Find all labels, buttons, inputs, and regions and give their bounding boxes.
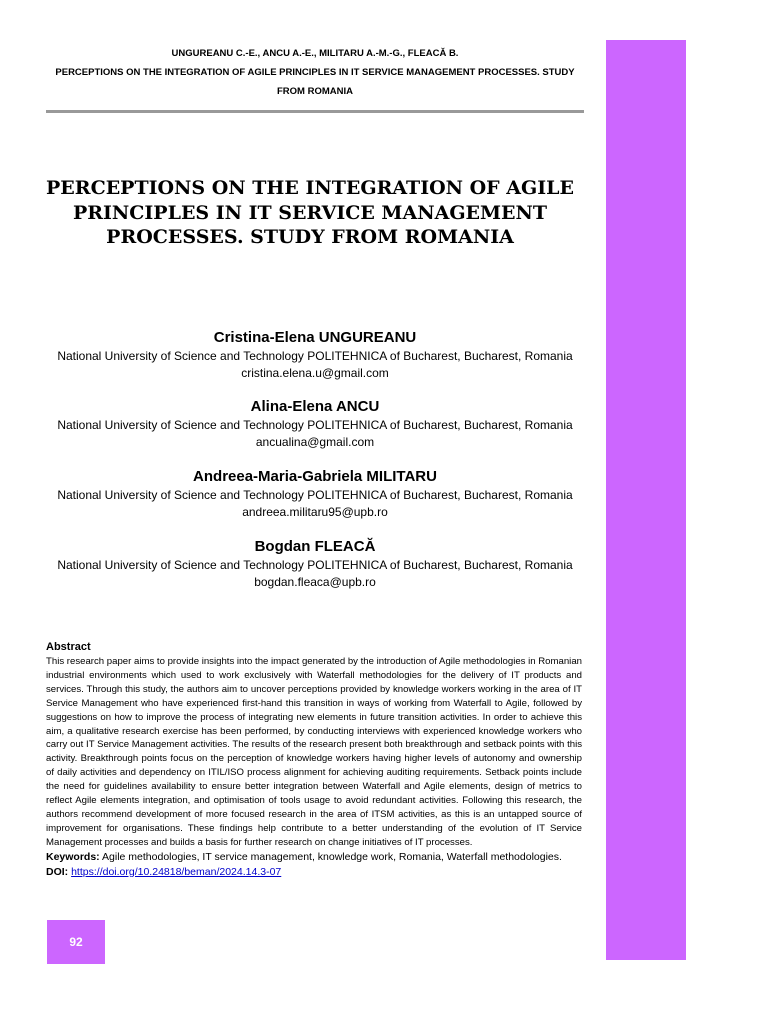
author-block [46,467,584,521]
author-name: Alina-Elena ANCU [250,398,380,415]
page-number: 92 [47,920,105,964]
author-block [46,328,584,382]
running-header-authors: UNGUREANU C.-E., ANCU A.-E., MILITARU A.-M.-G., FLEACĂ B. [171,48,459,59]
running-header [46,44,584,101]
keywords-line [46,850,582,865]
author-affiliation: National University of Science and Technology POLITEHNICA of Bucharest, Bucharest, Romania [57,418,573,432]
abstract-section [46,640,582,880]
paper-title: PERCEPTIONS ON THE INTEGRATION OF AGILE PRINCIPLES IN IT SERVICE MANAGEMENT PROCESSES. STUDY FROM ROMANIA [46,177,574,249]
author-name: Bogdan FLEACĂ [254,538,376,555]
author-block [46,397,584,451]
author-affiliation: National University of Science and Technology POLITEHNICA of Bucharest, Bucharest, Romania [57,488,573,502]
doi-link[interactable]: https://doi.org/10.24818/beman/2024.14.3-07 [71,865,282,878]
header-divider [46,110,584,113]
author-name: Cristina-Elena UNGUREANU [213,329,417,346]
abstract-heading: Abstract [46,641,91,653]
author-name: Andreea-Maria-Gabriela MILITARU [193,468,437,485]
doi-label: DOI: [46,865,69,878]
doi-line [46,865,582,880]
side-color-bar [606,40,686,960]
author-email: ancualina@gmail.com [255,435,375,449]
author-affiliation: National University of Science and Technology POLITEHNICA of Bucharest, Bucharest, Romania [57,349,573,363]
abstract-text: This research paper aims to provide insights into the impact generated by the introduction of Agile methodologies in Romanian industrial environments which used to work exclusively with Waterfall methodologies for the delivery of IT products and services. Through this study, the authors aim to uncover perceptions provided by knowledge workers working in the area of IT Service Management who have experienced first-hand this transition in ways of working from Waterfall to Agile, followed by suggestions on how to improve the process of integrating new elements in future transition activities. In order to achieve this aim, a qualitative research exercise has been performed, by conducting interviews with experienced knowledge workers who carry out IT Service Management activities. The results of the research present both breakthrough and setback points with this activity. Breakthrough points focus on the perception of knowledge workers having higher levels of autonomy and ownership of daily activities and dependency on ITIL/ISO process alignment for achieving auditing requirements. Setback points include the need for guidelines availability to ensure better integration between Waterfall and Agile elements, design of metrics to reflect Agile elements integration, and optimisation of tools usage to avoid redundant activities. Following this research, the authors recommend development of more focused research in the area of ITSM activities, as this is an untapped source of improvement for organisations. These findings help contribute to a better understanding of the evolution of IT Service Management processes and builds a basis for further research on change initiatives of IT processes. [46,656,582,848]
keywords-label: Keywords: [46,850,100,863]
running-header-title: PERCEPTIONS ON THE INTEGRATION OF AGILE PRINCIPLES IN IT SERVICE MANAGEMENT PROCESSES. STUDY FROM ROMANIA [55,67,575,97]
author-affiliation: National University of Science and Technology POLITEHNICA of Bucharest, Bucharest, Romania [57,558,573,572]
author-email: andreea.militaru95@upb.ro [242,505,388,519]
author-email: bogdan.fleaca@upb.ro [254,575,376,589]
author-email: cristina.elena.u@gmail.com [241,366,389,380]
keywords-text: Agile methodologies, IT service management, knowledge work, Romania, Waterfall methodologies. [102,850,562,863]
author-block [46,537,584,591]
